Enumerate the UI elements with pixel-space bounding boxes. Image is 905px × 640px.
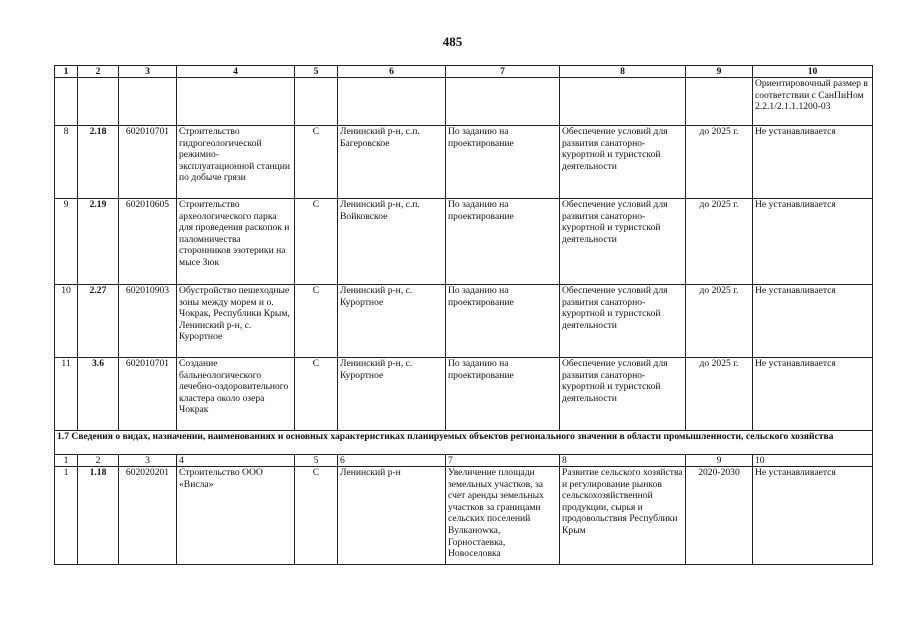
col-num: 2 <box>78 455 119 467</box>
row-number: 8 <box>55 126 78 199</box>
row-id: 602010701 <box>119 126 177 199</box>
row-number: 1 <box>55 467 78 565</box>
object-params: По заданию на проектирование <box>446 126 560 199</box>
col-num: 3 <box>119 455 177 467</box>
object-type: С <box>295 126 338 199</box>
col-num: 9 <box>686 66 753 78</box>
object-zone: Не устанавливается <box>753 199 873 285</box>
row-code: 1.18 <box>78 467 119 565</box>
row-code: 3.6 <box>78 358 119 431</box>
object-params: Увеличение площади земельных участков, за счет аренды земельных участков за границами сельских поселений Вулканowка, Горностаевка, Новоселовка <box>446 467 560 565</box>
col-num: 5 <box>295 66 338 78</box>
object-type: С <box>295 199 338 285</box>
col-num: 8 <box>560 455 686 467</box>
object-purpose: Обеспечение условий для развития санаторно-курортной и туристской деятельности <box>560 126 686 199</box>
object-location: Ленинский р-н, с.п. Войковское <box>338 199 446 285</box>
object-type: С <box>295 285 338 358</box>
object-term: до 2025 г. <box>686 126 753 199</box>
table-row <box>55 358 873 431</box>
table-row <box>55 199 873 285</box>
object-term: до 2025 г. <box>686 358 753 431</box>
page-number: 485 <box>442 34 463 49</box>
row-code: 2.18 <box>78 126 119 199</box>
row-number: 10 <box>55 285 78 358</box>
object-params: По заданию на проектирование <box>446 358 560 431</box>
col-num: 4 <box>177 66 295 78</box>
object-name: Обустройство пешеходные зоны между морем и о. Чокрак, Республики Крым, Ленинский р-н, с. Курортное <box>177 285 295 358</box>
col-num: 7 <box>446 455 560 467</box>
column-number-row <box>55 455 873 467</box>
row-code: 2.19 <box>78 199 119 285</box>
object-name: Строительство гидрогеологической режимно-эксплуатационной станции по добыче грязи <box>177 126 295 199</box>
object-zone: Не устанавливается <box>753 467 873 565</box>
row-id: 602010903 <box>119 285 177 358</box>
section-title: 1.7 Сведения о видах, назначении, наименованиях и основных характеристиках планируемых объектов регионального значения в области промышленности, сельского хозяйства <box>55 431 873 455</box>
row-id: 602010605 <box>119 199 177 285</box>
section-row <box>55 431 873 455</box>
object-term: 2020-2030 <box>686 467 753 565</box>
col-num: 1 <box>55 455 78 467</box>
object-zone: Не устанавливается <box>753 358 873 431</box>
object-term: до 2025 г. <box>686 199 753 285</box>
note-row <box>55 78 873 126</box>
object-zone: Не устанавливается <box>753 285 873 358</box>
column-number-row <box>55 66 873 78</box>
object-term: до 2025 г. <box>686 285 753 358</box>
object-params: По заданию на проектирование <box>446 199 560 285</box>
sanpin-note: Ориентировочный размер в соответствии с СанПиНом 2.2.1/2.1.1.1200-03 <box>753 78 873 126</box>
col-num: 6 <box>338 66 446 78</box>
object-name: Создание бальнеологического лечебно-оздоровительного кластера около озера Чокрак <box>177 358 295 431</box>
object-name: Строительство археологического парка для проведения раскопок и паломничества сторонников эзотерики на мысе Зюк <box>177 199 295 285</box>
row-number: 11 <box>55 358 78 431</box>
object-purpose: Обеспечение условий для развития санаторно-курортной и туристской деятельности <box>560 358 686 431</box>
row-number: 9 <box>55 199 78 285</box>
col-num: 3 <box>119 66 177 78</box>
object-location: Ленинский р-н, с.п. Багеровское <box>338 126 446 199</box>
object-purpose: Развитие сельского хозяйства и регулирование рынков сельскохозяйственной продукции, сырья и продовольствия Республики Крым <box>560 467 686 565</box>
object-location: Ленинский р-н <box>338 467 446 565</box>
object-location: Ленинский р-н, с. Курортное <box>338 358 446 431</box>
col-num: 2 <box>78 66 119 78</box>
col-num: 5 <box>295 455 338 467</box>
table-row <box>55 126 873 199</box>
col-num: 1 <box>55 66 78 78</box>
object-location: Ленинский р-н, с. Курортное <box>338 285 446 358</box>
object-type: С <box>295 467 338 565</box>
table-row <box>55 467 873 565</box>
col-num: 10 <box>753 455 873 467</box>
col-num: 4 <box>177 455 295 467</box>
object-name: Строительство ООО «Висла» <box>177 467 295 565</box>
planning-table <box>54 65 873 565</box>
object-purpose: Обеспечение условий для развития санаторно-курортной и туристской деятельности <box>560 285 686 358</box>
col-num: 8 <box>560 66 686 78</box>
col-num: 9 <box>686 455 753 467</box>
col-num: 10 <box>753 66 873 78</box>
row-id: 602010701 <box>119 358 177 431</box>
col-num: 6 <box>338 455 446 467</box>
object-type: С <box>295 358 338 431</box>
row-id: 602020201 <box>119 467 177 565</box>
object-purpose: Обеспечение условий для развития санаторно-курортной и туристской деятельности <box>560 199 686 285</box>
row-code: 2.27 <box>78 285 119 358</box>
table-row <box>55 285 873 358</box>
object-params: По заданию на проектирование <box>446 285 560 358</box>
object-zone: Не устанавливается <box>753 126 873 199</box>
col-num: 7 <box>446 66 560 78</box>
